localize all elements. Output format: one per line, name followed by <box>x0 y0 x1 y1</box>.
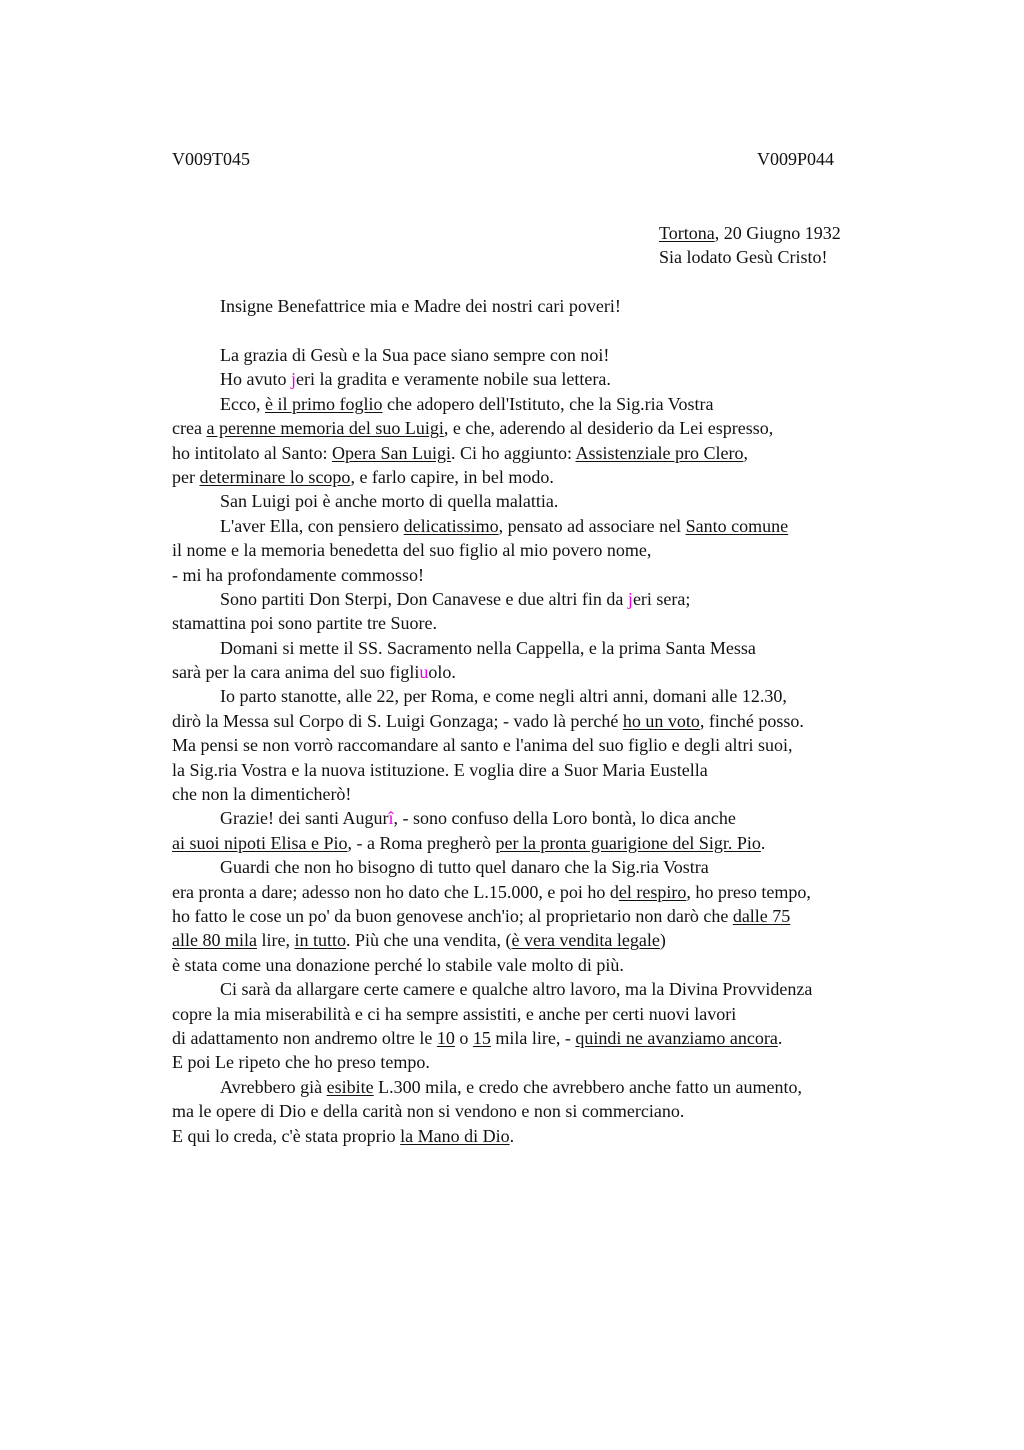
body-line <box>172 733 932 757</box>
body-line <box>172 416 932 440</box>
text-segment: L.300 mila, e credo che avrebbero anche fatto un aumento, <box>373 1076 802 1097</box>
text-segment: - mi ha profondamente commosso! <box>172 564 424 585</box>
underlined-text: in tutto <box>294 930 346 951</box>
highlighted-letter: j <box>291 369 297 390</box>
text-segment: L'aver Ella, con pensiero <box>220 515 404 536</box>
text-segment: , ho preso tempo, <box>686 881 811 902</box>
text-segment: Domani si mette il SS. Sacramento nella Cappella, e la prima Santa Messa <box>220 637 756 658</box>
underlined-text: quindi ne avanziamo ancora <box>575 1027 778 1048</box>
text-segment: Sono partiti Don Sterpi, Don Canavese e due altri fin da <box>220 588 628 609</box>
underlined-text: Opera San Luigi <box>332 442 451 463</box>
underlined-text: ai suoi nipoti Elisa e Pio <box>172 832 348 853</box>
text-segment: Ma pensi se non vorrò raccomandare al santo e l'anima del suo figlio e degli altri suoi, <box>172 735 793 756</box>
body-line <box>172 538 932 562</box>
text-segment: , pensato ad associare nel <box>498 515 686 536</box>
text-segment: . <box>760 832 766 853</box>
highlighted-letter: j <box>627 588 633 609</box>
underlined-text: el respiro <box>618 881 687 902</box>
body-line <box>172 758 932 782</box>
text-segment: che non la dimenticherò! <box>172 784 352 805</box>
underlined-text: esibite <box>326 1076 374 1097</box>
text-segment: Ho avuto <box>220 369 291 390</box>
body-line <box>172 1124 932 1148</box>
text-segment: dirò la Messa sul Corpo di S. Luigi Gonzaga; - vado là perché <box>172 710 623 731</box>
underlined-text: alle 80 mila <box>172 930 257 951</box>
salutation: Insigne Benefattrice mia e Madre dei nostri cari poveri! <box>220 296 621 316</box>
underlined-text: è vera vendita legale <box>511 930 660 951</box>
text-segment: è stata come una donazione perché lo stabile vale molto di più. <box>172 954 624 975</box>
body-line <box>172 928 932 952</box>
text-segment: , - sono confuso della Loro bontà, lo dica anche <box>393 808 736 829</box>
body-line <box>172 806 932 830</box>
text-segment: . <box>777 1027 783 1048</box>
text-segment: , finché posso. <box>699 710 804 731</box>
text-segment: copre la mia miserabilità e ci ha sempre assistiti, e anche per certi nuovi lavori <box>172 1003 737 1024</box>
document-code-left: V009T045 <box>172 149 250 169</box>
body-line <box>172 660 932 684</box>
text-segment: Grazie! dei santi Augur <box>220 808 389 829</box>
underlined-text: determinare lo scopo <box>199 466 351 487</box>
text-segment: Io parto stanotte, alle 22, per Roma, e come negli altri anni, domani alle 12.30, <box>220 686 787 707</box>
body-line <box>172 1050 932 1074</box>
body-line <box>172 587 932 611</box>
date-block <box>659 221 841 270</box>
text-segment: Avrebbero già <box>220 1076 327 1097</box>
body-line <box>172 563 932 587</box>
text-segment: ho fatto le cose un po' da buon genovese anch'io; al proprietario non darò che <box>172 905 733 926</box>
text-segment: Guardi che non ho bisogno di tutto quel danaro che la Sig.ria Vostra <box>220 857 709 878</box>
text-segment: eri sera; <box>632 588 691 609</box>
date-text: , 20 Giugno 1932 <box>714 223 841 243</box>
text-segment: la Sig.ria Vostra e la nuova istituzione. E voglia dire a Suor Maria Eustella <box>172 759 708 780</box>
text-segment: San Luigi poi è anche morto di quella malattia. <box>220 491 559 512</box>
body-line <box>172 855 932 879</box>
body-line <box>172 904 932 928</box>
body-line <box>172 709 932 733</box>
text-segment: Ci sarà da allargare certe camere e qualche altro lavoro, ma la Divina Provvidenza <box>220 979 813 1000</box>
text-segment: per <box>172 466 200 487</box>
text-segment: ho intitolato al Santo: <box>172 442 332 463</box>
body-line <box>172 1002 932 1026</box>
body-line <box>172 441 932 465</box>
document-code-right: V009P044 <box>757 149 835 169</box>
underlined-text: per la pronta guarigione del Sigr. Pio <box>495 832 761 853</box>
text-segment: era pronta a dare; adesso non ho dato che L.15.000, e poi ho d <box>172 881 619 902</box>
body-line <box>172 611 932 635</box>
body-line <box>172 880 932 904</box>
body-line <box>172 953 932 977</box>
body-line <box>172 489 932 513</box>
text-segment: o <box>454 1027 473 1048</box>
text-segment: E qui lo creda, c'è stata proprio <box>172 1125 401 1146</box>
text-segment: . <box>509 1125 515 1146</box>
text-segment: che adopero dell'Istituto, che la Sig.ria Vostra <box>382 393 714 414</box>
body-line <box>172 367 932 391</box>
text-segment: mila lire, - <box>490 1027 576 1048</box>
text-segment: ma le opere di Dio e della carità non si vendono e non si commerciano. <box>172 1101 685 1122</box>
place-name: Tortona <box>659 223 715 243</box>
text-segment: Ecco, <box>220 393 265 414</box>
highlighted-letter: u <box>419 662 429 683</box>
text-segment: sarà per la cara anima del suo figli <box>172 662 420 683</box>
text-segment: olo. <box>428 662 456 683</box>
text-segment: . Ci ho aggiunto: <box>450 442 576 463</box>
underlined-text: ho un voto <box>622 710 700 731</box>
text-segment: E poi Le ripeto che ho preso tempo. <box>172 1052 430 1073</box>
text-segment: ) <box>659 930 666 951</box>
text-segment: . Più che una vendita, ( <box>346 930 512 951</box>
text-segment: lire, <box>256 930 295 951</box>
body-line <box>172 1026 932 1050</box>
body-line <box>172 343 932 367</box>
body-line <box>172 782 932 806</box>
body-line <box>172 636 932 660</box>
body-line <box>172 831 932 855</box>
date-line <box>659 221 841 245</box>
underlined-text: 15 <box>472 1027 491 1048</box>
underlined-text: Assistenziale pro Clero <box>575 442 744 463</box>
highlighted-letter: î <box>388 808 394 829</box>
underlined-text: 10 <box>436 1027 455 1048</box>
body-line <box>172 684 932 708</box>
body-line <box>172 465 932 489</box>
text-segment: eri la gradita e veramente nobile sua lettera. <box>296 369 611 390</box>
body-line <box>172 977 932 1001</box>
underlined-text: è il primo foglio <box>264 393 383 414</box>
text-segment: , e che, aderendo al desiderio da Lei espresso, <box>443 418 774 439</box>
text-segment: , e farlo capire, in bel modo. <box>350 466 554 487</box>
text-segment: , - a Roma pregherò <box>347 832 496 853</box>
text-segment: crea <box>172 418 207 439</box>
text-segment: il nome e la memoria benedetta del suo figlio al mio povero nome, <box>172 540 652 561</box>
underlined-text: dalle 75 <box>732 905 791 926</box>
body-line <box>172 392 932 416</box>
text-segment: , <box>743 442 748 463</box>
underlined-text: a perenne memoria del suo Luigi <box>206 418 444 439</box>
underlined-text: delicatissimo <box>403 515 499 536</box>
body-line <box>172 1099 932 1123</box>
letter-body <box>172 343 932 1148</box>
text-segment: di adattamento non andremo oltre le <box>172 1027 437 1048</box>
text-segment: stamattina poi sono partite tre Suore. <box>172 613 437 634</box>
underlined-text: la Mano di Dio <box>400 1125 510 1146</box>
greeting-line: Sia lodato Gesù Cristo! <box>659 247 828 268</box>
text-segment: La grazia di Gesù e la Sua pace siano sempre con noi! <box>220 345 610 365</box>
underlined-text: Santo comune <box>685 515 789 536</box>
body-line <box>172 514 932 538</box>
body-line <box>172 1075 932 1099</box>
